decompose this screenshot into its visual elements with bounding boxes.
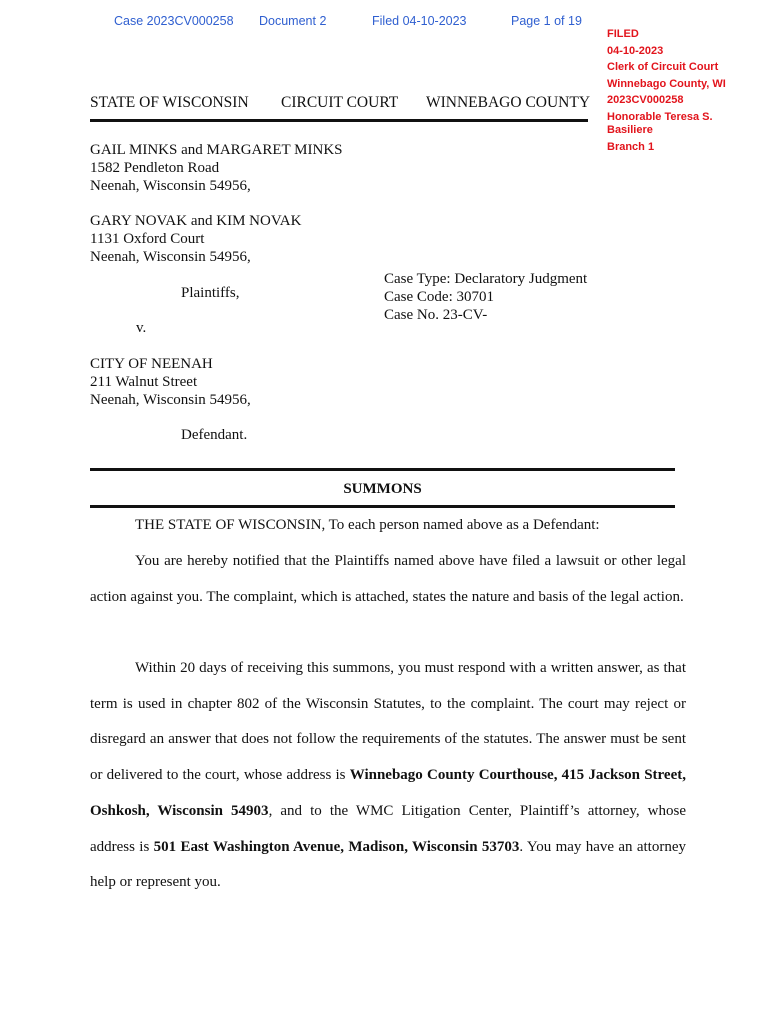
summons-paragraph-notice: You are hereby notified that the Plaintiffs named above have filed a lawsuit or other legal action against you. The complaint, which is attached, states the nature and basis of the legal action. bbox=[90, 553, 686, 605]
plaintiff-block-minks bbox=[90, 141, 343, 195]
summons-bottom-rule bbox=[90, 505, 675, 508]
stamp-judge-line2: Basiliere bbox=[607, 123, 653, 136]
caption-court: CIRCUIT COURT bbox=[281, 94, 399, 111]
plaintiffs-label: Plaintiffs, bbox=[181, 285, 240, 301]
caption-state: STATE OF WISCONSIN bbox=[90, 94, 249, 111]
stamp-filed-label: FILED bbox=[607, 28, 639, 40]
plaintiff-city: Neenah, Wisconsin 54956, bbox=[90, 249, 251, 265]
case-type: Case Type: Declaratory Judgment bbox=[384, 271, 588, 287]
defendant-street: 211 Walnut Street bbox=[90, 374, 198, 390]
defendant-block bbox=[90, 355, 251, 409]
plaintiff-names: GARY NOVAK and KIM NOVAK bbox=[90, 213, 302, 229]
response-text-b: , and to the WMC Litigation Center, Plaintiff’s attorney, whose address is bbox=[90, 802, 687, 855]
stamp-judge-line1: Honorable Teresa S. bbox=[607, 110, 713, 123]
plaintiff-names: GAIL MINKS and MARGARET MINKS bbox=[90, 142, 343, 158]
header-case-number: Case 2023CV000258 bbox=[114, 14, 234, 28]
plaintiff-block-novak bbox=[90, 212, 301, 266]
summons-title: SUMMONS bbox=[343, 481, 422, 497]
summons-paragraph-response bbox=[90, 651, 686, 901]
response-text-a: Within 20 days of receiving this summons, you must respond with a written answer, as that term is used in chapter 802 of the Wisconsin Statutes, to the complaint. The court may reject or disregard an answer that does not follow the requirements of the statutes. The answer must be sent or delivered to the court, whose address is bbox=[90, 660, 686, 784]
stamp-case-number: 2023CV000258 bbox=[607, 94, 684, 107]
defendant-city: Neenah, Wisconsin 54956, bbox=[90, 392, 251, 408]
defendant-label: Defendant. bbox=[181, 427, 248, 443]
summons-salutation: THE STATE OF WISCONSIN, To each person named above as a Defendant: bbox=[135, 517, 600, 533]
court-address: Winnebago County Courthouse, 415 Jackson Street, Oshkosh, Wisconsin 54903 bbox=[90, 767, 686, 819]
header-page-count: Page 1 of 19 bbox=[511, 14, 582, 28]
filing-stamp bbox=[607, 26, 767, 156]
versus-label: v. bbox=[136, 320, 147, 336]
stamp-county: Winnebago County, WI bbox=[607, 77, 726, 90]
attorney-address: 501 East Washington Avenue, Madison, Wisconsin 53703 bbox=[153, 838, 520, 855]
plaintiff-city: Neenah, Wisconsin 54956, bbox=[90, 178, 251, 194]
plaintiff-street: 1131 Oxford Court bbox=[90, 231, 205, 247]
header-document-number: Document 2 bbox=[259, 14, 327, 28]
plaintiff-street: 1582 Pendleton Road bbox=[90, 160, 220, 176]
stamp-clerk: Clerk of Circuit Court bbox=[607, 61, 719, 74]
header-filed-date: Filed 04-10-2023 bbox=[372, 14, 467, 28]
case-code: Case Code: 30701 bbox=[384, 289, 494, 305]
caption-rule bbox=[90, 119, 588, 122]
stamp-date: 04-10-2023 bbox=[607, 44, 664, 57]
stamp-branch: Branch 1 bbox=[607, 140, 655, 153]
response-text-c: . You may have an attorney help or represent you. bbox=[90, 838, 686, 891]
defendant-name: CITY OF NEENAH bbox=[90, 356, 213, 372]
case-number: Case No. 23-CV- bbox=[384, 307, 488, 323]
case-info bbox=[384, 270, 587, 324]
caption-county: WINNEBAGO COUNTY bbox=[426, 94, 591, 111]
summons-top-rule bbox=[90, 468, 675, 471]
